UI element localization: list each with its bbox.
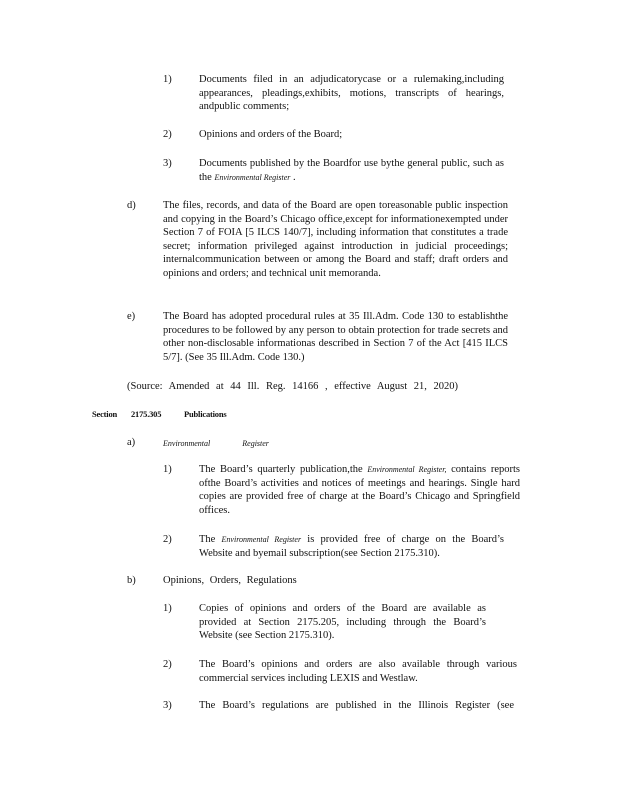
publication-title: Environmental Register <box>214 172 291 182</box>
list-item-text: The Board’s regulations are published in the Illinois Register (see <box>199 700 514 711</box>
paragraph-letter: b) <box>127 575 136 586</box>
paragraph-e-text: The Board has adopted procedural rules at 35 Ill.Adm. Code 130 to establishthe procedures to be followed by any person to obtain protection for trade secrets and other non-disclosable informationas described in Section 7 of the Act [415 ILCS 5/7]. (See 35 Ill.Adm. Code 130.) <box>163 311 508 363</box>
list-item-text: Documents filed in an adjudicatorycase or a rulemaking,including appearances, pleadings,exhibits, motions, transcripts of hearings, andpublic comments; <box>199 74 504 113</box>
paragraph-letter: a) <box>127 437 136 448</box>
paragraph-a-heading: Environmental Register <box>163 439 269 448</box>
list-item-text: The Board’s opinions and orders are also available through various commercial services including LEXIS and Westlaw. <box>199 659 517 684</box>
list-number: 2) <box>163 129 172 140</box>
section-number: 2175.305 <box>131 409 162 419</box>
paragraph-d-text: The files, records, and data of the Board are open toreasonable public inspection and copying in the Board’s Chicago office,except for informationexempted under Section 7 of FOIA [5 ILCS 140/7], including information that constitutes a trade secret; information privileged against introduction in judicial proceedings; internalcommunication between or among the Board and staff; draft orders and opinions and orders; and technical unit memoranda. <box>163 200 508 279</box>
section-label: Section <box>92 409 118 419</box>
list-number: 3) <box>163 700 172 711</box>
list-item-text: Opinions and orders of the Board; <box>199 129 343 140</box>
publication-title: Environmental Register, <box>367 465 447 474</box>
paragraph-letter: e) <box>127 311 136 322</box>
list-item-text: The Environmental Register is provided free of charge on the Board’s Website and byemail subscription(see Section 2175.310). <box>199 534 504 559</box>
paragraph-b-heading: Opinions, Orders, Regulations <box>163 575 297 586</box>
list-number: 1) <box>163 603 172 614</box>
source-note: (Source: Amended at 44 Ill. Reg. 14166 , effective August 21, 2020) <box>127 381 459 392</box>
list-item-text: Copies of opinions and orders of the Board are available as provided at Section 2175.205, including through the Board’s Website (see Section 2175.310). <box>199 603 486 642</box>
list-number: 1) <box>163 74 172 85</box>
list-number: 3) <box>163 158 172 169</box>
section-title: Publications <box>184 409 227 419</box>
publication-title: Environmental Register <box>221 535 302 544</box>
list-number: 2) <box>163 534 172 545</box>
list-number: 1) <box>163 464 172 475</box>
paragraph-letter: d) <box>127 200 136 211</box>
list-item-text: The Board’s quarterly publication,the Environmental Register, contains reports ofthe Board’s activities and notices of meetings and hearings. Single hard copies are provided free of charge at the Board’s Chicago and Springfield offices. <box>199 464 520 516</box>
list-number: 2) <box>163 659 172 670</box>
list-item-text: Documents published by the Boardfor use bythe general public, such as the Environmental Register . <box>199 158 504 183</box>
